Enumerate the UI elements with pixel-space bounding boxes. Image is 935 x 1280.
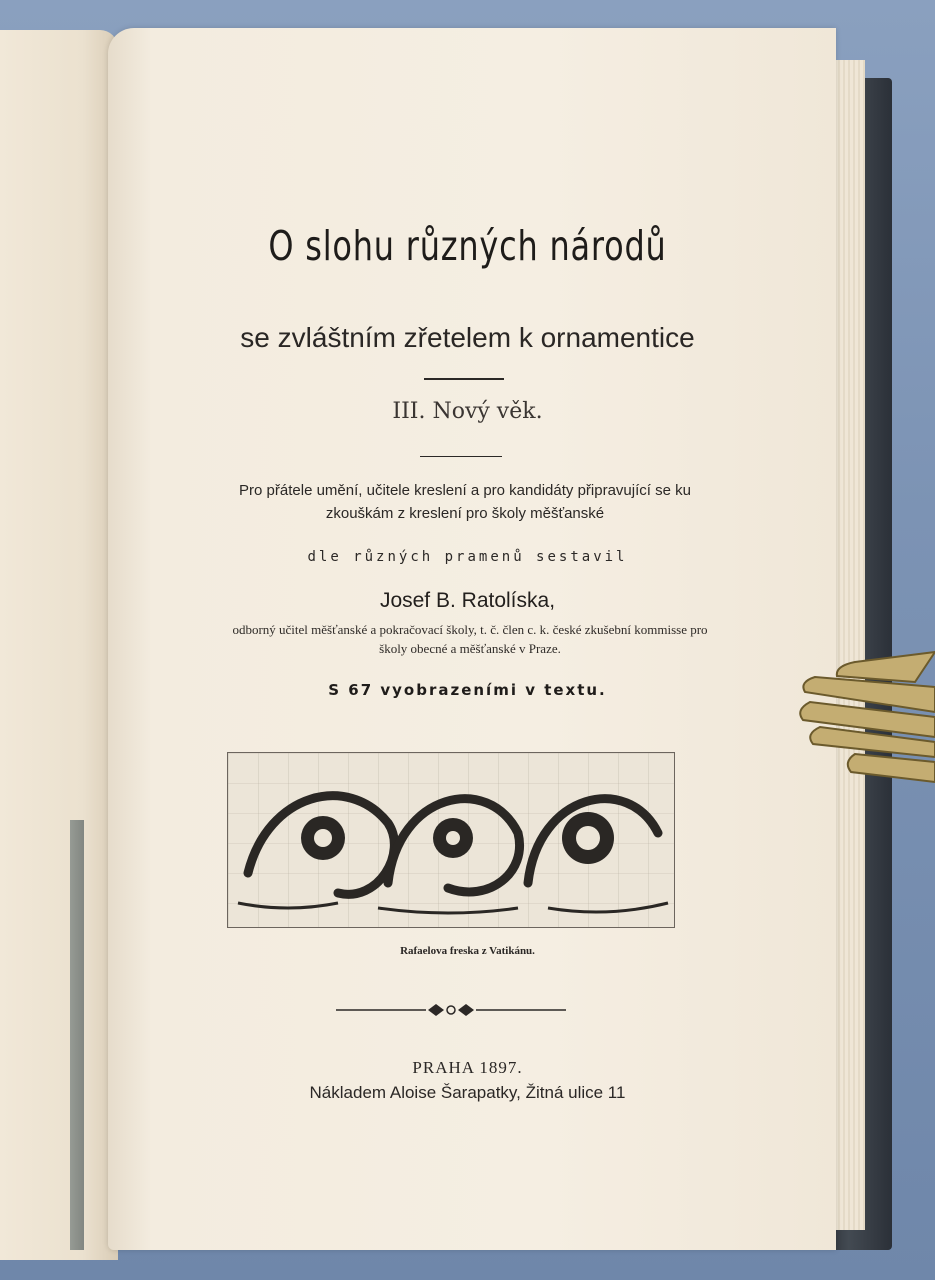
title-rule (424, 378, 504, 380)
intro-line-1: Pro přátele umění, učitele kreslení a pro kandidáty připravující se ku (239, 482, 691, 499)
volume-rule (420, 456, 502, 457)
author-desc-line-2: školy obecné a měšťanské v Praze. (379, 641, 561, 656)
volume-label: III. Nový věk. (392, 399, 543, 424)
author-name: Josef B. Ratolíska, (379, 589, 556, 612)
fresco-ornament-svg (228, 753, 674, 927)
intro-text (150, 479, 780, 525)
compiled-by: dle různých pramenů sestavil (307, 549, 628, 565)
fresco-illustration (227, 752, 675, 928)
city-year: PRAHA 1897. (412, 1058, 523, 1077)
figures-note: S 67 vyobrazeními v textu. (328, 681, 607, 699)
author-description (170, 620, 770, 658)
brass-hand-clip (795, 632, 935, 792)
fresco-caption: Rafaelova freska z Vatikánu. (400, 945, 535, 957)
book-title: O slohu různých národů (268, 222, 667, 270)
book-subtitle: se zvláštním zřetelem k ornamentice (240, 322, 695, 353)
ornament-divider (336, 1000, 566, 1020)
publisher-line: Nákladem Aloise Šarapatky, Žitná ulice 11 (309, 1083, 626, 1102)
left-page-spine-shadow (70, 820, 84, 1250)
intro-line-2: zkouškám z kreslení pro školy měšťanské (325, 505, 605, 522)
author-desc-line-1: odborný učitel měšťanské a pokračovací školy, t. č. člen c. k. české zkušební kommisse pro (232, 622, 708, 637)
